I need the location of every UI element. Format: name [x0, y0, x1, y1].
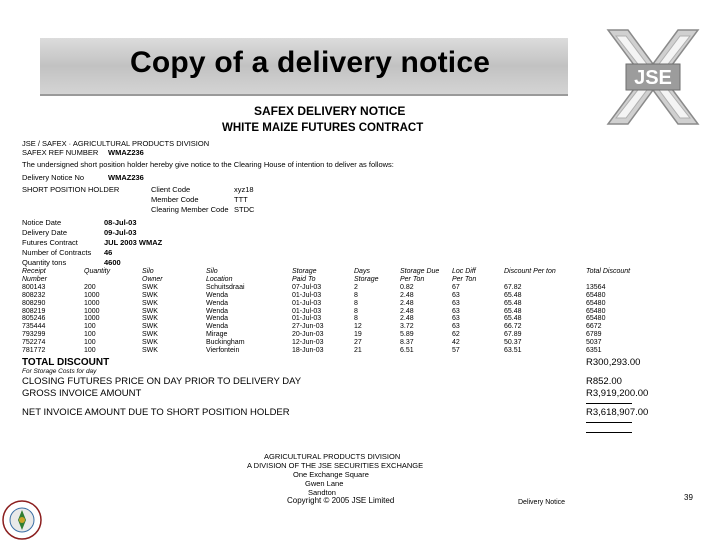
table-row	[22, 339, 636, 347]
table-cell: 19	[354, 331, 362, 339]
table-cell: SWK	[142, 323, 158, 331]
column-header: Per Ton	[400, 275, 425, 283]
copyright-text: Copyright © 2005 JSE Limited	[287, 496, 395, 505]
table-cell: 735444	[22, 323, 46, 331]
total-discount-value: R300,293.00	[586, 357, 641, 368]
delivery-notice-label: Delivery Notice No	[22, 173, 85, 182]
table-cell: 6672	[586, 323, 602, 331]
table-cell: Vierfontein	[206, 347, 240, 355]
table-cell: 63	[452, 291, 460, 299]
column-header	[84, 276, 142, 284]
gross-invoice-label: GROSS INVOICE AMOUNT	[22, 388, 142, 399]
delivery-table	[22, 268, 636, 355]
address-line-3: One Exchange Square	[293, 470, 369, 479]
reference-label: SAFEX REF NUMBER	[22, 148, 99, 157]
table-cell: 808219	[22, 307, 46, 315]
table-cell: 2.48	[400, 307, 414, 315]
delivery-date-label: Delivery Date	[22, 228, 68, 237]
table-cell: 100	[84, 347, 96, 355]
futures-contract-label: Futures Contract	[22, 238, 78, 247]
table-row	[22, 331, 636, 339]
table-cell: 63	[452, 299, 460, 307]
table-row	[22, 292, 636, 300]
jse-logo-icon	[598, 28, 708, 126]
total-discount-label: TOTAL DISCOUNT	[22, 357, 110, 368]
table-cell: 27-Jun-03	[292, 323, 324, 331]
column-header: Silo	[206, 268, 218, 275]
table-cell: 5.89	[400, 331, 414, 339]
table-cell: 8.37	[400, 339, 414, 347]
column-header: Paid To	[292, 275, 316, 283]
table-cell: 01-Jul-03	[292, 291, 322, 299]
table-cell: 8	[354, 315, 358, 323]
address-line-2: A DIVISION OF THE JSE SECURITIES EXCHANGE	[247, 461, 424, 470]
table-row	[22, 300, 636, 308]
table-cell: 0.82	[400, 283, 414, 291]
client-code-value: xyz18	[234, 185, 254, 194]
net-underline-1	[586, 422, 632, 423]
title-banner	[40, 38, 568, 96]
page-number: 39	[684, 493, 693, 502]
table-cell: 66.72	[504, 323, 522, 331]
delivery-date-value: 09-Jul-03	[104, 228, 137, 237]
table-cell: Wenda	[206, 291, 229, 299]
table-cell: 805246	[22, 315, 46, 323]
table-cell: SWK	[142, 347, 158, 355]
table-cell: 65480	[586, 291, 606, 299]
reference-value: WMAZ236	[108, 148, 144, 157]
table-cell: SWK	[142, 291, 158, 299]
table-cell: Schuitsdraai	[206, 283, 245, 291]
table-cell: SWK	[142, 331, 158, 339]
column-header: Silo	[142, 268, 154, 275]
table-row	[22, 284, 636, 292]
table-cell: SWK	[142, 315, 158, 323]
futures-contract-value: JUL 2003 WMAZ	[104, 238, 163, 247]
table-cell: 2.48	[400, 315, 414, 323]
table-cell: 65480	[586, 299, 606, 307]
column-header: Days	[354, 268, 370, 275]
sponsor-badge-icon	[0, 490, 50, 540]
member-code-value: TTT	[234, 195, 248, 204]
table-cell: 57	[452, 347, 460, 355]
table-cell: 808290	[22, 299, 46, 307]
table-cell: 3.72	[400, 323, 414, 331]
table-cell: 13564	[586, 283, 606, 291]
table-cell: 1000	[84, 299, 100, 307]
column-header: Number	[22, 275, 47, 283]
table-cell: Wenda	[206, 299, 229, 307]
table-cell: 20-Jun-03	[292, 331, 324, 339]
table-cell: 1000	[84, 307, 100, 315]
address-line-5: Sandton	[308, 488, 336, 497]
table-cell: 50.37	[504, 339, 522, 347]
table-cell: 67.82	[504, 283, 522, 291]
table-cell: 07-Jul-03	[292, 283, 322, 291]
storage-note: For Storage Costs for day	[22, 368, 97, 375]
table-cell: Wenda	[206, 307, 229, 315]
table-cell: 8	[354, 291, 358, 299]
column-header: Total Discount	[586, 268, 631, 275]
footer-label: Delivery Notice	[518, 499, 566, 506]
table-cell: 01-Jul-03	[292, 315, 322, 323]
table-cell: 2	[354, 283, 358, 291]
table-cell: 63	[452, 307, 460, 315]
table-cell: 8	[354, 299, 358, 307]
table-cell: 752274	[22, 339, 46, 347]
table-cell: 1000	[84, 315, 100, 323]
table-cell: 12	[354, 323, 362, 331]
table-cell: 01-Jul-03	[292, 299, 322, 307]
column-header: Location	[206, 275, 233, 283]
table-row	[22, 347, 636, 355]
notice-heading: SAFEX DELIVERY NOTICE	[254, 104, 406, 118]
table-cell: 63	[452, 323, 460, 331]
num-contracts-label: Number of Contracts	[22, 248, 92, 257]
quantity-label: Quantity tons	[22, 258, 67, 267]
table-cell: SWK	[142, 299, 158, 307]
table-row	[22, 315, 636, 323]
table-row	[22, 323, 636, 331]
table-cell: 200	[84, 283, 96, 291]
client-code-label: Client Code	[151, 185, 191, 194]
table-cell: 42	[452, 339, 460, 347]
table-cell: SWK	[142, 307, 158, 315]
table-cell: 2.48	[400, 291, 414, 299]
table-cell: 21	[354, 347, 362, 355]
table-cell: Wenda	[206, 315, 229, 323]
gross-underline	[586, 403, 632, 404]
table-cell: 63	[452, 315, 460, 323]
column-header: Storage	[354, 275, 379, 283]
table-cell: Wenda	[206, 323, 229, 331]
table-cell: 65480	[586, 315, 606, 323]
notice-subheading: WHITE MAIZE FUTURES CONTRACT	[222, 122, 424, 134]
notice-date-value: 08-Jul-03	[104, 218, 137, 227]
table-cell: 5037	[586, 339, 602, 347]
table-cell: 100	[84, 323, 96, 331]
table-cell: 2.48	[400, 299, 414, 307]
table-cell: 6.51	[400, 347, 414, 355]
table-cell: 65.48	[504, 299, 522, 307]
column-header: Storage	[292, 268, 317, 275]
table-cell: 62	[452, 331, 460, 339]
column-header: Receipt	[22, 268, 46, 275]
column-header: Per Ton	[452, 275, 477, 283]
column-header	[504, 276, 586, 284]
column-header: Loc Diff	[452, 268, 476, 275]
address-line-4: Gwen Lane	[305, 479, 344, 488]
table-cell: 12-Jun-03	[292, 339, 324, 347]
table-cell: SWK	[142, 339, 158, 347]
table-cell: 800143	[22, 283, 46, 291]
table-cell: 67	[452, 283, 460, 291]
slide-title: Copy of a delivery notice	[130, 46, 491, 79]
intro-text: The undersigned short position holder hereby give notice to the Clearing House of intention to deliver as follows:	[22, 160, 394, 169]
table-header-row	[22, 276, 636, 284]
address-line-1: AGRICULTURAL PRODUCTS DIVISION	[264, 452, 401, 461]
short-position-holder: SHORT POSITION HOLDER	[22, 185, 120, 194]
table-cell: 18-Jun-03	[292, 347, 324, 355]
column-header: Owner	[142, 275, 163, 283]
registration-line: JSE / SAFEX · AGRICULTURAL PRODUCTS DIVISION	[22, 139, 210, 148]
logo-text: JSE	[634, 67, 672, 89]
column-header: Quantity	[84, 268, 111, 275]
closing-price-value: R852.00	[586, 376, 622, 387]
table-cell: 65.48	[504, 291, 522, 299]
gross-invoice-value: R3,919,200.00	[586, 388, 649, 399]
clearing-member-label: Clearing Member Code	[151, 205, 229, 214]
table-cell: 65480	[586, 307, 606, 315]
quantity-value: 4600	[104, 258, 121, 267]
column-header	[586, 276, 636, 284]
table-header-row	[22, 268, 636, 276]
table-cell: SWK	[142, 283, 158, 291]
table-cell: 67.89	[504, 331, 522, 339]
table-cell: 6789	[586, 331, 602, 339]
num-contracts-value: 46	[104, 248, 113, 257]
table-cell: 100	[84, 339, 96, 347]
table-cell: 63.51	[504, 347, 522, 355]
net-underline-2	[586, 432, 632, 433]
table-cell: 8	[354, 307, 358, 315]
table-cell: 808232	[22, 291, 46, 299]
clearing-member-value: STDC	[234, 205, 255, 214]
member-code-label: Member Code	[151, 195, 199, 204]
table-cell: 1000	[84, 291, 100, 299]
table-cell: 793299	[22, 331, 46, 339]
table-cell: 100	[84, 331, 96, 339]
table-cell: Mirage	[206, 331, 228, 339]
table-cell: 65.48	[504, 307, 522, 315]
column-header: Discount Per ton	[504, 268, 556, 275]
table-cell: 781772	[22, 347, 46, 355]
net-invoice-value: R3,618,907.00	[586, 407, 649, 418]
table-cell: 27	[354, 339, 362, 347]
table-cell: Buckingham	[206, 339, 245, 347]
table-cell: 65.48	[504, 315, 522, 323]
table-row	[22, 308, 636, 316]
delivery-notice-value: WMAZ236	[108, 173, 144, 182]
closing-price-label: CLOSING FUTURES PRICE ON DAY PRIOR TO DELIVERY DAY	[22, 376, 302, 387]
net-invoice-label: NET INVOICE AMOUNT DUE TO SHORT POSITION HOLDER	[22, 407, 290, 418]
table-cell: 01-Jul-03	[292, 307, 322, 315]
column-header: Storage Due	[400, 268, 440, 275]
table-cell: 6351	[586, 347, 602, 355]
notice-date-label: Notice Date	[22, 218, 62, 227]
